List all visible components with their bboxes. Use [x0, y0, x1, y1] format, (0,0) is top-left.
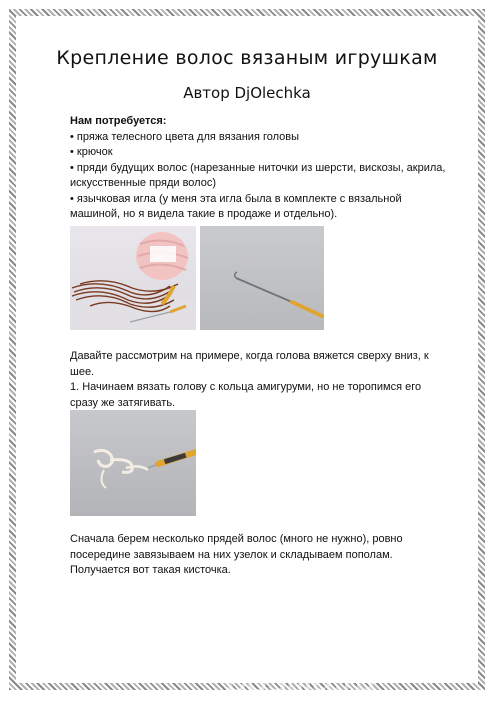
tassel-paragraph [70, 532, 450, 579]
yarn-and-hair-photo [70, 226, 196, 330]
instruction-step: 1. Начинаем вязать голову с кольца амигуруми, но не торопимся его сразу же затягивать. [70, 381, 422, 409]
page-title: Крепление волос вязаным игрушкам [56, 47, 438, 69]
instructions-section [70, 349, 450, 411]
author-line: Автор DjOlechka [183, 84, 311, 102]
requirement-item: • крючок [70, 146, 113, 158]
amigurumi-ring-photo [70, 410, 196, 516]
requirement-item: • язычковая игла (у меня эта игла была в комплекте с вязальной машиной, но я видела такие в продаже и отдельно). [70, 192, 402, 220]
instruction-line: Давайте рассмотрим на примере, когда голова вяжется сверху вниз, к шее. [70, 350, 429, 378]
requirements-heading: Нам потребуется: [70, 115, 167, 127]
tassel-text: Сначала берем несколько прядей волос (много не нужно), ровно посередине завязываем на них узелок и складываем пополам. Получается вот такая кисточка. [70, 533, 403, 576]
watermark-logo: postila.ru [226, 658, 376, 700]
latch-needle-photo [200, 226, 324, 330]
requirement-item: • пряди будущих волос (нарезанные ниточки из шерсти, вискозы, акрила, искусственные пряди волос) [70, 161, 446, 189]
requirements-section [70, 114, 450, 223]
requirement-item: • пряжа телесного цвета для вязания головы [70, 130, 300, 143]
